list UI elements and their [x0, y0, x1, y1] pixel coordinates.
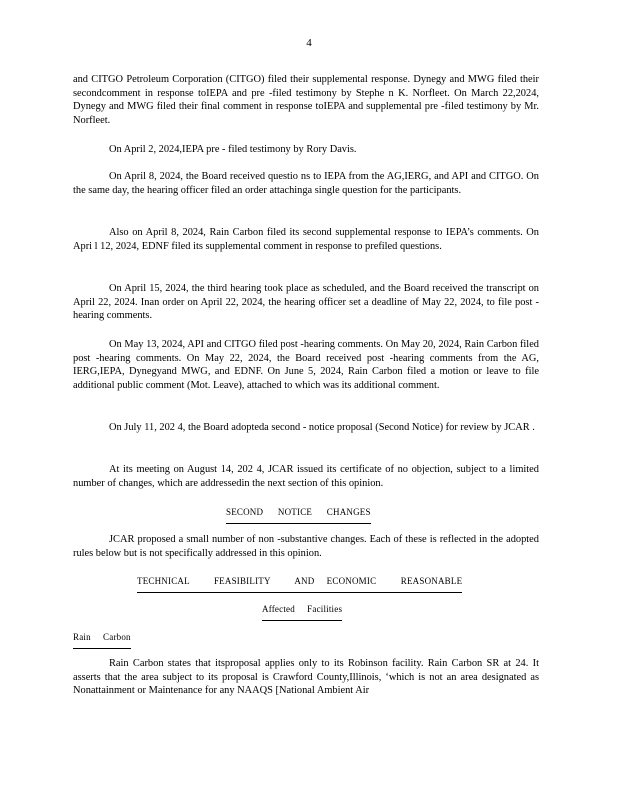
paragraph-april-2: On April 2, 2024,IEPA pre - filed testimony by Rory Davis. [109, 144, 357, 155]
paragraph-citgo-dynegy: and CITGO Petroleum Corporation (CITGO) filed their supplemental response. Dynegy and MWG filed their secondcomment in response toIEPA and pre -filed testimony by Stephe n K. Norfleet. On March 22,2024, Dynegy and MWG filed their final comment in response toIEPA and supplemental pre -filed testimony by Mr. Norfleet. [73, 74, 539, 126]
heading-technical-feasibility: TECHNICAL FEASIBILITY AND ECONOMIC REASONABLE [137, 575, 462, 593]
heading-rain-carbon: Rain Carbon [73, 631, 131, 649]
paragraph-april-8-questions: On April 8, 2024, the Board received questio ns to IEPA from the AG,IERG, and API and CITGO. On the same day, the hearing officer filed an order attachinga single question for the participants. [73, 171, 539, 196]
paragraph-second-notice-proposal: On July 11, 202 4, the Board adopteda second - notice proposal (Second Notice) for review by JCAR . [109, 422, 535, 433]
heading-second-notice-changes: SECOND NOTICE CHANGES [226, 506, 371, 524]
paragraph-jcar-certificate: At its meeting on August 14, 202 4, JCAR issued its certificate of no objection, subject to a limited number of changes, which are addressedin the next section of this opinion. [73, 464, 539, 489]
paragraph-april-8-rain-carbon: Also on April 8, 2024, Rain Carbon filed its second supplemental response to IEPA’s comments. On Apri l 12, 2024, EDNF filed its supplemental comment in response to prefiled questions. [73, 227, 539, 252]
paragraph-third-hearing: On April 15, 2024, the third hearing took place as scheduled, and the Board received the transcript on April 22, 2024. Inan order on April 22, 2024, the hearing officer set a deadline of May 22, 2024, to file post -hearing comments. [73, 283, 539, 322]
paragraph-post-hearing: On May 13, 2024, API and CITGO filed post -hearing comments. On May 20, 2024, Rain Carbon filed post -hearing comments. On May 22, 2024, the Board received post -hearing comments from the AG, IERG,IEPA, Dynegyand MWG, and EDNF. On June 5, 2024, Rain Carbon filed a motion or leave to file additional public comment (Mot. Leave), attached to which was its additional comment. [73, 339, 539, 391]
paragraph-rain-carbon-proposal: Rain Carbon states that itsproposal applies only to its Robinson facility. Rain Carbon SR at 24. It asserts that the area subject to its proposal is Crawford County,Illinois, ‘which is not an area designated as Nonattainment or Maintenance for any NAAQS [National Ambient Air [73, 658, 539, 697]
page-number: 4 [306, 37, 312, 49]
heading-affected-facilities: Affected Facilities [262, 603, 342, 621]
paragraph-jcar-changes: JCAR proposed a small number of non -substantive changes. Each of these is reflected in the adopted rules below but is not specifically addressed in this opinion. [73, 534, 539, 559]
